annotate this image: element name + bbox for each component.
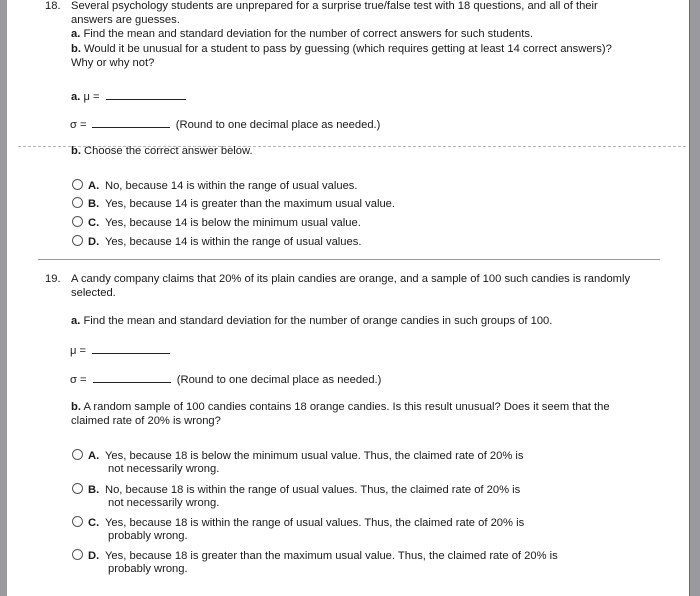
option-b[interactable]: B. No, because 18 is within the range of usual values. Thus, the claimed rate of 20% is: [72, 483, 520, 496]
sigma-input[interactable]: [92, 117, 170, 128]
mu-answer-row: a. μ =: [71, 89, 186, 103]
sigma-answer-row: [70, 372, 381, 386]
round-hint: (Round to one decimal place as needed.): [176, 374, 382, 386]
right-page-margin: [689, 0, 700, 596]
question-stem-line2: answers are guesses.: [71, 14, 180, 26]
radio-button[interactable]: [72, 449, 83, 460]
option-b[interactable]: B. Yes, because 14 is greater than the maximum usual value.: [72, 197, 395, 210]
choose-instruction: b. Choose the correct answer below.: [71, 145, 253, 157]
question-number: 19.: [45, 273, 61, 285]
question-divider: [38, 259, 660, 260]
question-number: 18.: [45, 0, 61, 12]
mu-input[interactable]: [106, 89, 186, 100]
part-b-instruction-line2: claimed rate of 20% is wrong?: [71, 415, 221, 427]
part-a-instruction: a. Find the mean and standard deviation for the number of correct answers for such students.: [71, 28, 534, 40]
radio-button[interactable]: [72, 197, 83, 208]
round-hint: (Round to one decimal place as needed.): [175, 119, 381, 131]
option-d-continued: probably wrong.: [108, 563, 188, 575]
radio-button[interactable]: [72, 216, 83, 227]
mu-input[interactable]: [92, 343, 170, 354]
option-d[interactable]: D. Yes, because 14 is within the range of usual values.: [72, 235, 361, 248]
question-stem-line1: A candy company claims that 20% of its plain candies are orange, and a sample of 100 such candies is randomly: [71, 273, 631, 285]
part-b-instruction: b. Would it be unusual for a student to pass by guessing (which requires getting at least 14 correct answers)?: [71, 43, 612, 55]
option-b-continued: not necessarily wrong.: [108, 497, 220, 509]
sigma-label: σ =: [70, 119, 87, 131]
option-a[interactable]: A. Yes, because 18 is below the minimum usual value. Thus, the claimed rate of 20% is: [72, 449, 524, 462]
question-stem-line1: Several psychology students are unprepared for a surprise true/false test with 18 questions, and all of their: [71, 0, 598, 12]
sigma-input[interactable]: [93, 372, 171, 383]
mu-answer-row: [70, 343, 170, 357]
option-d[interactable]: D. Yes, because 18 is greater than the maximum usual value. Thus, the claimed rate of 20% is: [72, 549, 558, 562]
radio-button[interactable]: [72, 235, 83, 246]
radio-button[interactable]: [72, 483, 83, 494]
option-a[interactable]: A. No, because 14 is within the range of usual values.: [72, 179, 358, 192]
radio-button[interactable]: [72, 179, 83, 190]
part-b-instruction: b. A random sample of 100 candies contains 18 orange candies. Is this result unusual? Does it seem that the: [71, 401, 610, 413]
mu-label: μ =: [80, 91, 100, 103]
question-stem-line2: selected.: [71, 287, 116, 299]
part-a-instruction: a. Find the mean and standard deviation for the number of orange candies in such groups of 100.: [71, 315, 553, 327]
radio-button[interactable]: [72, 516, 83, 527]
radio-button[interactable]: [72, 549, 83, 560]
part-b-instruction-line2: Why or why not?: [71, 57, 155, 69]
option-c-continued: probably wrong.: [108, 530, 188, 542]
option-a-continued: not necessarily wrong.: [108, 463, 220, 475]
sigma-answer-row: [70, 117, 380, 131]
sigma-label: σ =: [70, 374, 87, 386]
left-page-margin: [0, 0, 7, 596]
option-c[interactable]: C. Yes, because 18 is within the range of usual values. Thus, the claimed rate of 20% is: [72, 516, 524, 529]
option-c[interactable]: C. Yes, because 14 is below the minimum usual value.: [72, 216, 361, 229]
mu-label: μ =: [70, 345, 87, 357]
